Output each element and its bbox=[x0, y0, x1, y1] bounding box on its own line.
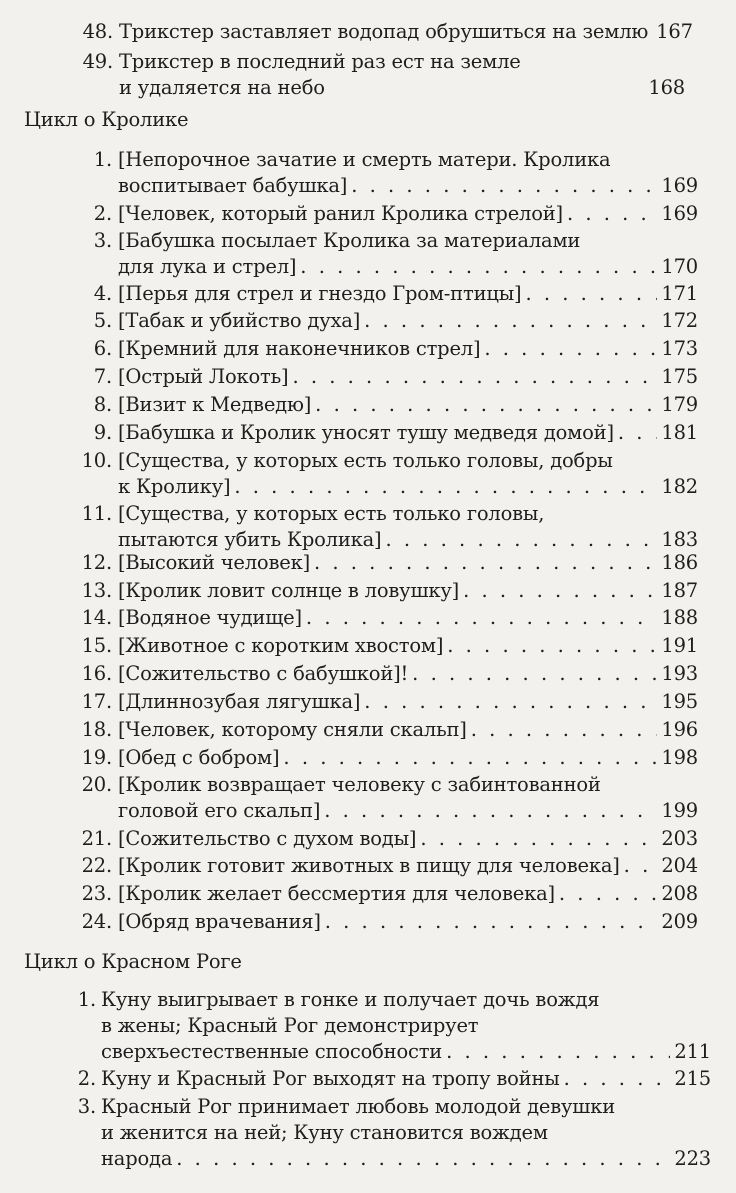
entry-title-line: Трикстер заставляет водопад обрушиться на землю bbox=[119, 20, 649, 43]
entry-title-line: Куну и Красный Рог выходят на тропу войны bbox=[101, 1067, 560, 1090]
toc-entry bbox=[0, 882, 736, 908]
page-number: 209 bbox=[661, 910, 698, 933]
entry-number: 15. bbox=[81, 634, 112, 657]
entry-title-line: [Сожительство с бабушкой]! bbox=[118, 662, 409, 685]
entry-number: 2. bbox=[77, 1067, 96, 1090]
entry-number: 49. bbox=[82, 50, 113, 73]
toc-entry bbox=[0, 393, 736, 419]
toc-entry bbox=[0, 20, 736, 46]
entry-number: 5. bbox=[93, 309, 112, 332]
leader-dots bbox=[564, 1067, 671, 1091]
page-number: 208 bbox=[661, 882, 698, 905]
page-number: 169 bbox=[661, 174, 698, 197]
toc-entry bbox=[0, 50, 736, 102]
leader-dots bbox=[471, 718, 658, 742]
entry-title-line: Трикстер в последний раз ест на земле bbox=[119, 50, 521, 73]
leader-dots bbox=[420, 827, 657, 851]
entry-number: 11. bbox=[81, 502, 112, 525]
page-number: 196 bbox=[661, 718, 698, 741]
leader-dots bbox=[325, 910, 658, 934]
toc-entry bbox=[0, 1095, 736, 1173]
entry-title-line: [Обряд врачевания] bbox=[118, 910, 321, 933]
entry-title-line: [Человек, который ранил Кролика стрелой] bbox=[118, 202, 563, 225]
entry-number: 19. bbox=[81, 746, 112, 769]
leader-dots bbox=[447, 634, 657, 658]
leader-dots bbox=[234, 475, 657, 499]
entry-number: 48. bbox=[82, 20, 113, 43]
entry-title-line: [Существа, у которых есть только головы, bbox=[118, 502, 545, 525]
toc-entry bbox=[0, 634, 736, 660]
leader-dots bbox=[300, 255, 657, 279]
entry-title-line: к Кролику] bbox=[118, 475, 231, 498]
entry-title-line: [Кремний для наконечников стрел] bbox=[118, 337, 481, 360]
page-number: 173 bbox=[661, 337, 698, 360]
entry-title-line: [Животное с коротким хвостом] bbox=[118, 634, 444, 657]
toc-entry bbox=[0, 827, 736, 853]
entry-title-line: [Непорочное зачатие и смерть матери. Кролика bbox=[118, 148, 611, 171]
page-number: 169 bbox=[661, 202, 698, 225]
entry-title-line: [Кролик возвращает человеку с забинтованной bbox=[118, 773, 601, 796]
leader-dots bbox=[364, 309, 657, 333]
leader-dots bbox=[292, 365, 657, 389]
leader-dots bbox=[446, 1040, 670, 1064]
leader-dots bbox=[306, 606, 657, 630]
toc-entry bbox=[0, 988, 736, 1066]
entry-title-line: народа bbox=[101, 1147, 173, 1170]
entry-number: 21. bbox=[81, 827, 112, 850]
leader-dots bbox=[618, 421, 657, 445]
entry-title-line: [Бабушка и Кролик уносят тушу медведя домой] bbox=[118, 421, 614, 444]
entry-number: 16. bbox=[81, 662, 112, 685]
entry-number: 13. bbox=[81, 579, 112, 602]
toc-entry bbox=[0, 337, 736, 363]
toc-entry bbox=[0, 1067, 736, 1093]
leader-dots bbox=[283, 746, 657, 770]
entry-number: 12. bbox=[81, 551, 112, 574]
toc-entry bbox=[0, 690, 736, 716]
page-number: 171 bbox=[661, 282, 698, 305]
page-number: 195 bbox=[661, 690, 698, 713]
entry-number: 8. bbox=[93, 393, 112, 416]
page-number: 181 bbox=[661, 421, 698, 444]
leader-dots bbox=[567, 202, 657, 226]
page-number: 215 bbox=[674, 1067, 711, 1090]
page-number: 191 bbox=[661, 634, 698, 657]
toc-entry bbox=[0, 421, 736, 447]
leader-dots bbox=[412, 662, 657, 686]
entry-number: 3. bbox=[77, 1095, 96, 1118]
entry-number: 4. bbox=[93, 282, 112, 305]
entry-title-line: [Перья для стрел и гнездо Гром-птицы] bbox=[118, 282, 522, 305]
entry-title-line: и женится на ней; Куну становится вождем bbox=[101, 1121, 548, 1144]
entry-title-line: пытаются убить Кролика] bbox=[118, 528, 382, 551]
page-number: 198 bbox=[661, 746, 698, 769]
toc-entry bbox=[0, 662, 736, 688]
entry-number: 23. bbox=[81, 882, 112, 905]
page-number: 187 bbox=[661, 579, 698, 602]
entry-number: 3. bbox=[93, 229, 112, 252]
page-number: 167 bbox=[656, 20, 693, 43]
section-heading-rabbit: Цикл о Кролике bbox=[24, 108, 189, 131]
toc-entry bbox=[0, 449, 736, 501]
leader-dots bbox=[314, 551, 657, 575]
toc-entry bbox=[0, 202, 736, 228]
leader-dots bbox=[484, 337, 657, 361]
entry-number: 20. bbox=[81, 773, 112, 796]
entry-title-line: и удаляется на небо bbox=[119, 76, 325, 99]
toc-entry bbox=[0, 365, 736, 391]
entry-number: 1. bbox=[77, 988, 96, 1011]
entry-title-line: головой его скальп] bbox=[118, 799, 321, 822]
page-number: 186 bbox=[661, 551, 698, 574]
toc-entry bbox=[0, 502, 736, 554]
page-number: 204 bbox=[661, 854, 698, 877]
entry-number: 22. bbox=[81, 854, 112, 877]
page-number: 182 bbox=[661, 475, 698, 498]
toc-entry bbox=[0, 229, 736, 281]
page-number: 211 bbox=[674, 1040, 711, 1063]
leader-dots bbox=[559, 882, 657, 906]
toc-entry bbox=[0, 746, 736, 772]
toc-entry bbox=[0, 148, 736, 200]
entry-number: 6. bbox=[93, 337, 112, 360]
page-number: 170 bbox=[661, 255, 698, 278]
entry-title-line: сверхъестественные способности bbox=[101, 1040, 443, 1063]
entry-title-line: [Длиннозубая лягушка] bbox=[118, 690, 361, 713]
toc-entry bbox=[0, 551, 736, 577]
page-number: 179 bbox=[661, 393, 698, 416]
entry-title-line: [Сожительство с духом воды] bbox=[118, 827, 417, 850]
entry-number: 17. bbox=[81, 690, 112, 713]
page-number: 175 bbox=[661, 365, 698, 388]
page-number: 203 bbox=[661, 827, 698, 850]
page-number: 168 bbox=[648, 76, 685, 99]
entry-title-line: [Существа, у которых есть только головы, добры bbox=[118, 449, 613, 472]
toc-entry bbox=[0, 718, 736, 744]
leader-dots bbox=[385, 528, 657, 552]
toc-entry bbox=[0, 606, 736, 632]
toc-entry bbox=[0, 282, 736, 308]
entry-title-line: [Высокий человек] bbox=[118, 551, 310, 574]
entry-number: 24. bbox=[81, 910, 112, 933]
leader-dots bbox=[351, 174, 657, 198]
entry-number: 9. bbox=[93, 421, 112, 444]
entry-title-line: [Водяное чудище] bbox=[118, 606, 302, 629]
entry-title-line: [Бабушка посылает Кролика за материалами bbox=[118, 229, 581, 252]
entry-title-line: для лука и стрел] bbox=[118, 255, 297, 278]
page-number: 188 bbox=[661, 606, 698, 629]
entry-number: 14. bbox=[81, 606, 112, 629]
entry-title-line: в жены; Красный Рог демонстрирует bbox=[101, 1014, 479, 1037]
entry-title-line: [Обед с бобром] bbox=[118, 746, 280, 769]
entry-number: 1. bbox=[93, 148, 112, 171]
leader-dots bbox=[364, 690, 657, 714]
toc-entry bbox=[0, 773, 736, 825]
toc-entry bbox=[0, 309, 736, 335]
entry-title-line: Красный Рог принимает любовь молодой девушки bbox=[101, 1095, 616, 1118]
page-number: 172 bbox=[661, 309, 698, 332]
section-heading-redhorn: Цикл о Красном Роге bbox=[24, 950, 242, 973]
page-number: 199 bbox=[661, 799, 698, 822]
entry-title-line: [Кролик желает бессмертия для человека] bbox=[118, 882, 555, 905]
entry-title-line: [Кролик ловит солнце в ловушку] bbox=[118, 579, 460, 602]
page-number: 193 bbox=[661, 662, 698, 685]
entry-title-line: [Острый Локоть] bbox=[118, 365, 289, 388]
page-number: 183 bbox=[661, 528, 698, 551]
entry-number: 2. bbox=[93, 202, 112, 225]
leader-dots bbox=[315, 393, 657, 417]
page-number: 223 bbox=[674, 1147, 711, 1170]
toc-entry bbox=[0, 579, 736, 605]
entry-title-line: Куну выигрывает в гонке и получает дочь вождя bbox=[101, 988, 600, 1011]
leader-dots bbox=[463, 579, 657, 603]
entry-number: 18. bbox=[81, 718, 112, 741]
entry-number: 7. bbox=[93, 365, 112, 388]
entry-number: 10. bbox=[81, 449, 112, 472]
leader-dots bbox=[525, 282, 657, 306]
leader-dots bbox=[624, 854, 658, 878]
entry-title-line: воспитывает бабушка] bbox=[118, 174, 348, 197]
entry-title-line: [Кролик готовит животных в пищу для человека] bbox=[118, 854, 620, 877]
entry-title-line: [Визит к Медведю] bbox=[118, 393, 312, 416]
leader-dots bbox=[324, 799, 657, 823]
entry-title-line: [Человек, которому сняли скальп] bbox=[118, 718, 467, 741]
entry-title-line: [Табак и убийство духа] bbox=[118, 309, 361, 332]
toc-entry bbox=[0, 854, 736, 880]
leader-dots bbox=[176, 1147, 670, 1171]
toc-entry bbox=[0, 910, 736, 936]
